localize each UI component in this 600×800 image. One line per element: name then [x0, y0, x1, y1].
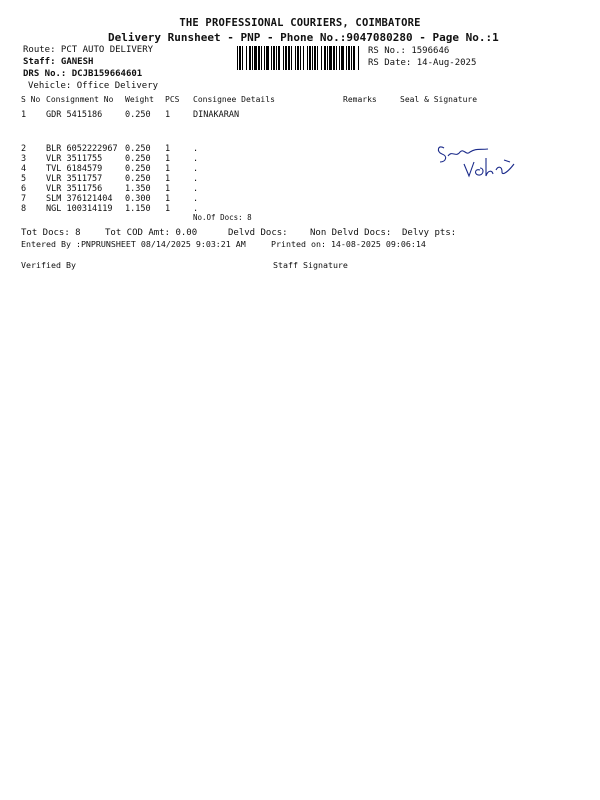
- row-weight: 1.150: [125, 204, 151, 214]
- delvd-docs: Delvd Docs:: [228, 228, 288, 238]
- row-pcs: 1: [165, 194, 171, 204]
- printed-on: Printed on: 14-08-2025 09:06:14: [271, 239, 426, 249]
- rs-number: RS No.: 1596646: [368, 46, 450, 56]
- row-consignee: .: [193, 204, 199, 214]
- row-sno: 6: [21, 184, 27, 194]
- row-pcs: 1: [165, 174, 171, 184]
- route-label: Route: PCT AUTO DELIVERY: [23, 45, 154, 55]
- delvy-pts: Delvy pts:: [402, 228, 457, 238]
- row-weight: 0.250: [125, 154, 151, 164]
- row-consignee: .: [193, 164, 199, 174]
- row-consignment: VLR 3511755: [46, 154, 103, 164]
- row-pcs: 1: [165, 184, 171, 194]
- rs-date: RS Date: 14-Aug-2025: [368, 58, 477, 68]
- staff-label: Staff: GANESH: [23, 57, 94, 67]
- tot-docs: Tot Docs: 8: [21, 228, 81, 238]
- tot-cod-amt: Tot COD Amt: 0.00: [105, 228, 198, 238]
- row-sno: 7: [21, 194, 27, 204]
- verified-by: Verified By: [21, 260, 76, 270]
- row-pcs: 1: [165, 164, 171, 174]
- barcode-image: [237, 46, 361, 70]
- row-consignment: NGL 100314119: [46, 204, 113, 214]
- row-consignment: VLR 3511756: [46, 184, 103, 194]
- entered-by: Entered By :PNPRUNSHEET 08/14/2025 9:03:21 AM: [21, 239, 246, 249]
- row-consignment: SLM 376121404: [46, 194, 113, 204]
- no-of-docs: No.Of Docs: 8: [193, 213, 252, 222]
- company-title: THE PROFESSIONAL COURIERS, COIMBATORE: [179, 17, 421, 29]
- col-remarks: Remarks: [343, 95, 377, 104]
- row-weight: 0.250: [125, 144, 151, 154]
- col-consignment: Consignment No: [46, 95, 114, 104]
- row-sno: 5: [21, 174, 27, 184]
- row-consignment: BLR 6052222967: [46, 144, 118, 154]
- row-weight: 0.300: [125, 194, 151, 204]
- handwritten-signature: [436, 140, 526, 185]
- row-pcs: 1: [165, 204, 171, 214]
- row-pcs: 1: [165, 144, 171, 154]
- row-weight: 0.250: [125, 164, 151, 174]
- row-pcs: 1: [165, 154, 171, 164]
- barcode-bar: [358, 46, 359, 70]
- row-sno: 2: [21, 144, 27, 154]
- row-sno: 8: [21, 204, 27, 214]
- col-seal-signature: Seal & Signature: [400, 95, 478, 104]
- row-consignee: .: [193, 184, 199, 194]
- row-weight: 1.350: [125, 184, 151, 194]
- row-consignee: DINAKARAN: [193, 110, 240, 120]
- row-sno: 3: [21, 154, 27, 164]
- col-pcs: PCS: [165, 95, 180, 104]
- vehicle-label: Vehicle: Office Delivery: [28, 81, 159, 91]
- row-sno: 4: [21, 164, 27, 174]
- row-pcs: 1: [165, 110, 171, 120]
- row-weight: 0.250: [125, 110, 151, 120]
- col-sno: S No: [21, 95, 41, 104]
- row-consignee: .: [193, 144, 199, 154]
- col-consignee: Consignee Details: [193, 95, 275, 104]
- col-weight: Weight: [125, 95, 154, 104]
- row-consignment: GDR 5415186: [46, 110, 103, 120]
- row-consignee: .: [193, 194, 199, 204]
- row-consignment: TVL 6184579: [46, 164, 103, 174]
- row-sno: 1: [21, 110, 27, 120]
- runsheet-subtitle: Delivery Runsheet - PNP - Phone No.:9047080280 - Page No.:1: [108, 31, 499, 44]
- row-consignment: VLR 3511757: [46, 174, 103, 184]
- row-consignee: .: [193, 174, 199, 184]
- row-weight: 0.250: [125, 174, 151, 184]
- non-delvd-docs: Non Delvd Docs:: [310, 228, 392, 238]
- staff-signature-label: Staff Signature: [273, 260, 348, 270]
- drs-number: DRS No.: DCJB159664601: [23, 69, 143, 79]
- row-consignee: .: [193, 154, 199, 164]
